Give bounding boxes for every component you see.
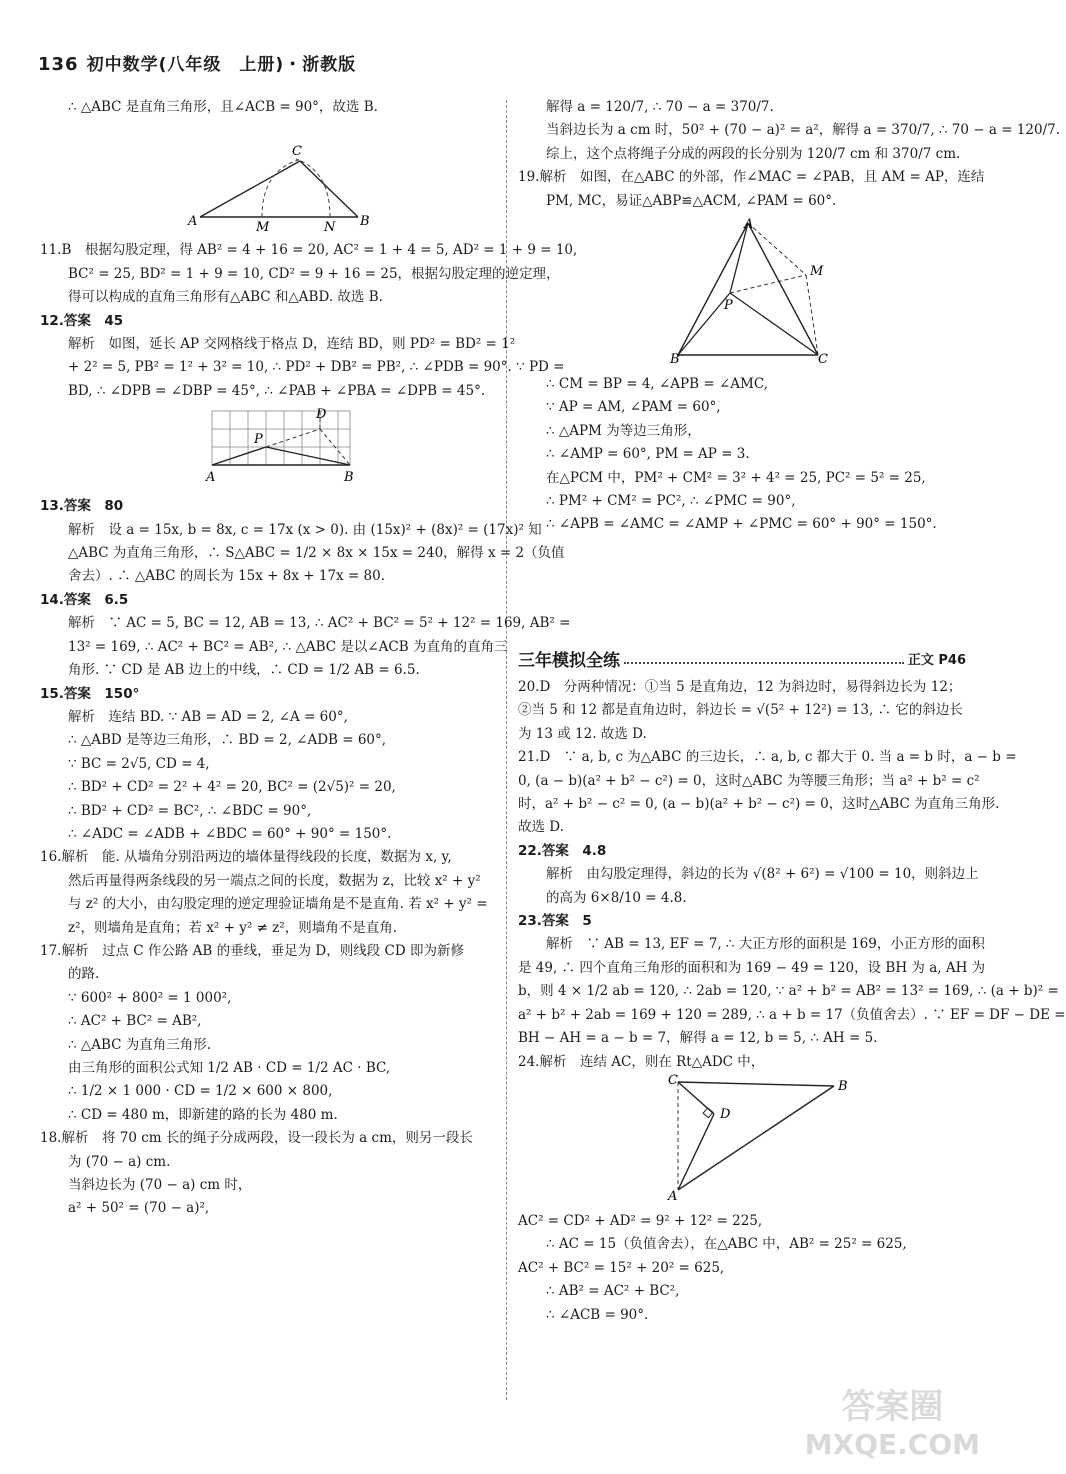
fig-label: M [256,220,270,236]
fig-line [678,1086,834,1190]
text-line: a² + b² + 2ab = 169 + 120 = 289, ∴ a + b = 17（负值舍去）. ∵ EF = DF − DE = [518,1006,1066,1023]
figure-quadrilateral [518,1072,966,1204]
fig-dash [730,275,806,293]
question-heading: 23.答案 5 [518,913,592,930]
text-line: ∴ AB² = AC² + BC², [546,1283,680,1300]
fig-label: P [254,432,263,448]
text-line: + 2² = 5, PB² = 1² + 3² = 10, ∴ PD² + DB² = PB², ∴ ∠PDB = 90°. ∵ PD = [68,359,565,376]
text-line: b，则 4 × 1/2 ab = 120, ∴ 2ab = 120, ∵ a² + b² = AB² = 13² = 169, ∴ (a + b)² = [518,983,1059,1000]
fig-line [678,223,748,355]
fig-line [212,447,266,465]
fig-label: A [206,470,216,486]
text-line: 13² = 169, ∴ AC² + BC² = AB², ∴ △ABC 是以∠ACB 为直角的直角三 [68,638,508,655]
section-page-ref: 正文 P46 [907,653,966,668]
text-line: 时，a² + b² − c² = 0, (a − b)(a² + b² − c²) = 0，这时△ABC 为直角三角形. [518,796,1000,813]
dotted-leader [624,662,904,664]
fig-arc [296,159,330,217]
text-line: ∴ CD = 480 m，即新建的路的长为 480 m. [68,1106,338,1123]
watermark-line: MXQE.COM [804,1428,980,1461]
fig-label: C [668,1072,678,1088]
fig-grid [212,411,350,465]
text-line: 的高为 6×8/10 = 4.8. [546,889,687,906]
text-line: AC² = CD² + AD² = 9² + 12² = 225, [518,1212,763,1229]
text-line: ∴ ∠AMP = 60°, PM = AP = 3. [546,446,750,463]
text-line: 是 49, ∴ 四个直角三角形的面积和为 169 − 49 = 120，设 BH 为 a, AH 为 [518,959,986,976]
text-line: 24.解析 连结 AC，则在 Rt△ADC 中， [518,1053,765,1070]
fig-arc [262,159,302,217]
text-line: 解析 如图，延长 AP 交网格线于格点 D，连结 BD，则 PD² = BD² = 1² [68,336,516,353]
fig-label: B [670,352,680,368]
figure-grid-apd [40,405,492,487]
text-line: 18.解析 将 70 cm 长的绳子分成两段，设一段长为 a cm，则另一段长 [40,1130,473,1147]
text-line: 综上，这个点将绳子分成的两段的长分别为 120/7 cm 和 370/7 cm. [546,145,961,162]
text-line: ∴ AC = 15（负值舍去），在△ABC 中，AB² = 25² = 625, [546,1236,907,1253]
text-line: ∴ ∠ACB = 90°. [546,1306,649,1323]
text-line: △ABC 为直角三角形，∴ S△ABC = 1/2 × 8x × 15x = 240，解得 x = 2（负值 [68,545,565,562]
question-heading: 14.答案 6.5 [40,591,129,608]
fig-line [730,293,818,355]
text-line: ∵ 600² + 800² = 1 000², [68,989,232,1006]
text-line: 20.D 分两种情况：①当 5 是直角边，12 为斜边时，易得斜边长为 12； [518,679,962,695]
fig-label: N [324,220,336,236]
fig-line [266,447,350,465]
text-line: 解析 连结 BD. ∵ AB = AD = 2, ∠A = 60°, [68,708,348,725]
fig-label: A [188,214,198,230]
text-line: ∴ △ABC 是直角三角形，且∠ACB = 90°，故选 B. [68,99,378,115]
text-line: 11.B 根据勾股定理，得 AB² = 4 + 16 = 20, AC² = 1 + 4 = 5, AD² = 1 + 9 = 10, [40,242,578,259]
text-line: 当斜边长为 a cm 时，50² + (70 − a)² = a²，解得 a = 370/7, ∴ 70 − a = 120/7. [546,122,1061,139]
fig-dash [748,223,806,275]
text-line: 的路. [68,966,100,983]
fig-label: C [292,144,302,160]
fig-label: A [744,216,754,232]
fig-line [748,223,818,355]
text-line: BH − AH = a − b = 7，解得 a = 12, b = 5, ∴ AH = 5. [518,1030,878,1047]
fig-label: D [720,1106,731,1122]
right-column-lower [518,676,1066,1327]
text-line: ∴ △ABC 为直角三角形. [68,1036,212,1053]
text-line: ∴ ∠APB = ∠AMC = ∠AMP + ∠PMC = 60° + 90° = 150°. [546,516,937,533]
text-line: 角形. ∵ CD 是 AB 边上的中线，∴ CD = 1/2 AB = 6.5. [68,662,420,679]
text-line: AC² + BC² = 15² + 20² = 625, [518,1259,725,1276]
text-line: ②当 5 和 12 都是直角边时，斜边长 = √(5² + 12²) = 13, ∴ 它的斜边长 [518,702,963,719]
text-line: 与 z² 的大小，由勾股定理的逆定理验证墙角是不是直角. 若 x² + y² = [68,896,488,913]
page-number: 136 [38,54,79,75]
text-line: 解析 ∵ AC = 5, BC = 12, AB = 13, ∴ AC² + BC² = 5² + 12² = 169, AB² = [68,615,571,632]
figure-triangle-apm [518,215,966,368]
text-line: 然后再量得两条线段的另一端点之间的长度，数据为 z，比较 x² + y² [68,872,481,889]
fig-label: B [838,1078,848,1094]
question-heading: 12.答案 45 [40,312,124,329]
fig-label: B [344,470,354,486]
question-heading: 15.答案 150° [40,685,140,702]
text-line: 得可以构成的直角三角形有△ABC 和△ABD. 故选 B. [68,289,383,306]
text-line: 19.解析 如图，在△ABC 的外部，作∠MAC = ∠PAB，且 AM = AP，连结 [518,169,985,186]
text-line: ∴ BD² + CD² = 2² + 4² = 20, BC² = (2√5)² = 20, [68,779,396,796]
text-line: ∴ CM = BP = 4, ∠APB = ∠AMC, [546,376,768,393]
text-line: z²，则墙角是直角；若 x² + y² ≠ z²，则墙角不是直角. [68,919,397,936]
fig-line [300,161,358,217]
text-line: 0, (a − b)(a² + b² − c²) = 0，这时△ABC 为等腰三角形；当 a² + b² = c² [518,772,980,789]
text-line: ∵ AP = AM, ∠PAM = 60°, [546,399,721,416]
text-line: 由三角形的面积公式知 1/2 AB · CD = 1/2 AC · BC, [68,1060,391,1076]
text-line: 解析 ∵ AB = 13, EF = 7, ∴ 大正方形的面积是 169，小正方形的面积 [546,936,985,953]
text-line: ∴ PM² + CM² = PC², ∴ ∠PMC = 90°, [546,493,796,510]
fig-line [678,293,730,355]
fig-label: P [724,298,733,314]
fig-label: D [316,407,327,423]
text-line: PM, MC，易证△ABP≌△ACM, ∠PAM = 60°. [546,192,837,209]
text-line: a² + 50² = (70 − a)², [68,1200,210,1217]
text-line: 舍去）. ∴ △ABC 的周长为 15x + 8x + 17x = 80. [68,568,386,585]
fig-label: A [668,1188,678,1204]
text-line: ∵ BC = 2√5, CD = 4, [68,755,210,772]
watermark-line: 答案圈 [841,1387,944,1427]
text-line: 解析 设 a = 15x, b = 8x, c = 17x (x > 0). 由 (15x)² + (8x)² = (17x)² 知 [68,521,542,538]
book-title: 初中数学(八年级 上册)・浙教版 [86,55,357,75]
section-heading [518,646,966,670]
text-line: 为 13 或 12. 故选 D. [518,725,647,742]
text-line: 故选 D. [518,819,564,836]
fig-label: C [818,352,828,368]
text-line: ∴ 1/2 × 1 000 · CD = 1/2 × 600 × 800, [68,1083,333,1100]
question-heading: 22.答案 4.8 [518,842,607,859]
text-line: 在△PCM 中，PM² + CM² = 3² + 4² = 25, PC² = 5² = 25, [546,469,926,486]
text-line: 17.解析 过点 C 作公路 AB 的垂线，垂足为 D，则线段 CD 即为新修 [40,942,464,959]
section-title: 三年模拟全练 [518,646,626,671]
text-line: BC² = 25, BD² = 1 + 9 = 10, CD² = 9 + 16 = 25，根据勾股定理的逆定理， [68,265,560,282]
fig-line [200,161,300,217]
page-header [38,50,356,75]
text-line: 解得 a = 120/7, ∴ 70 − a = 370/7. [546,99,774,115]
column-divider [506,100,507,1400]
fig-label: B [360,214,370,230]
right-column [518,96,1061,537]
fig-line [678,1082,834,1086]
text-line: 解析 由勾股定理得，斜边的长为 √(8² + 6²) = √100 = 10，则斜边上 [546,866,979,883]
text-line: 16.解析 能. 从墙角分别沿两边的墙体量得线段的长度，数据为 x, y, [40,849,452,866]
text-line: ∴ △APM 为等边三角形， [546,422,701,439]
text-line: 21.D ∵ a, b, c 为△ABC 的三边长，∴ a, b, c 都大于 0. 当 a = b 时，a − b = [518,749,1017,766]
text-line: ∴ BD² + CD² = BC², ∴ ∠BDC = 90°, [68,802,312,819]
watermark [805,1388,980,1464]
text-line: 当斜边长为 (70 − a) cm 时， [68,1177,252,1194]
text-line: BD, ∴ ∠DPB = ∠DBP = 45°, ∴ ∠PAB + ∠PBA = ∠DPB = 45°. [68,382,486,399]
text-line: ∴ AC² + BC² = AB², [68,1013,202,1030]
text-line: ∴ △ABD 是等边三角形，∴ BD = 2, ∠ADB = 60°, [68,732,387,749]
figure-triangle-abc-1 [40,121,492,236]
text-line: 为 (70 − a) cm. [68,1153,171,1170]
text-line: ∴ ∠ADC = ∠ADB + ∠BDC = 60° + 90° = 150°. [68,825,392,842]
fig-dash [266,429,320,447]
fig-line [730,223,748,293]
question-heading: 13.答案 80 [40,498,124,515]
fig-label: M [810,264,824,280]
